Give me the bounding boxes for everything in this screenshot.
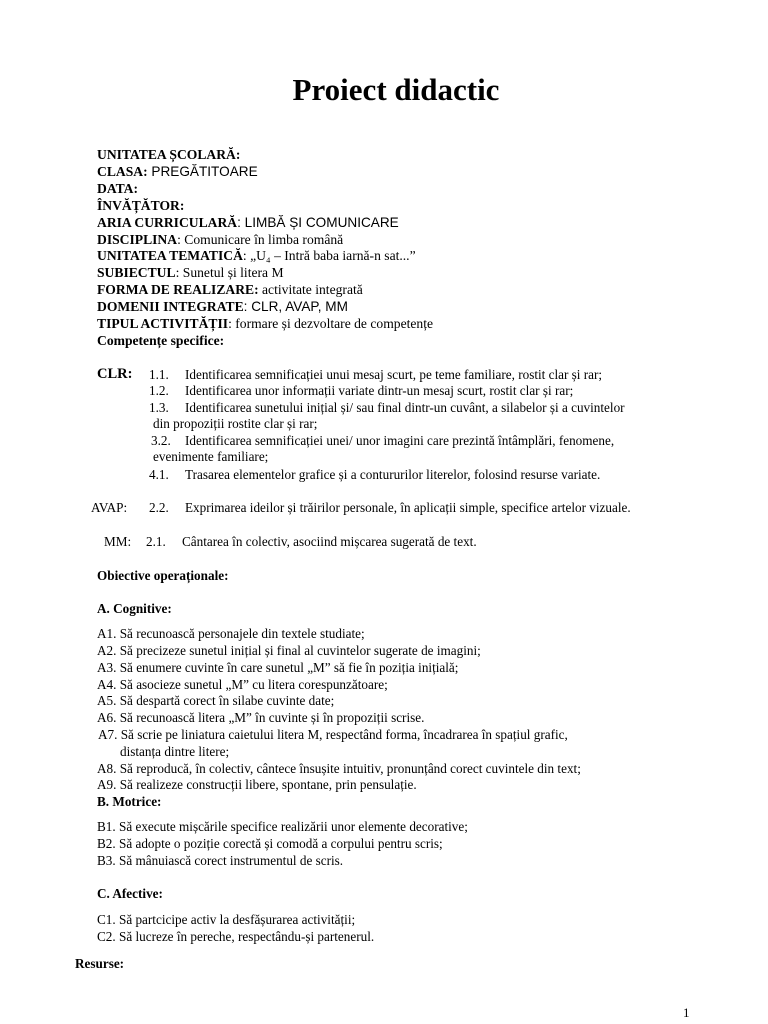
info-row: [97, 265, 433, 282]
competency-text: Exprimarea ideilor și trăirilor personale, în aplicații simple, specifice artelor vizuale.: [185, 500, 631, 515]
header-info: [97, 147, 433, 350]
objective-item: A1. Să recunoască personajele din textele studiate;: [97, 626, 365, 641]
objective-item: A4. Să asocieze sunetul „M” cu litera corespunzătoare;: [97, 677, 388, 692]
competency-item: [149, 366, 602, 383]
info-label: DATA:: [97, 180, 139, 196]
clr-label: CLR:: [97, 366, 133, 382]
avap-label: AVAP:: [91, 500, 128, 515]
competency-item: [146, 533, 477, 550]
objective-item: A3. Să enumere cuvinte în care sunetul „M” să fie în poziția inițială;: [97, 660, 459, 675]
info-label: ARIA CURRICULARĂ: [97, 214, 238, 230]
info-row: [97, 282, 433, 299]
cognitive-heading: A. Cognitive:: [97, 601, 172, 616]
afective-heading: C. Afective:: [97, 886, 163, 901]
info-label: DISCIPLINA: [97, 231, 178, 247]
competency-continuation: din propoziții rostite clar și rar;: [153, 416, 318, 431]
info-value: : formare și dezvoltare de competențe: [228, 316, 434, 332]
competency-number: 2.2.: [149, 500, 169, 515]
info-label: ÎNVĂȚĂTOR:: [97, 197, 185, 213]
competency-text: Identificarea sunetului inițial și/ sau final dintr-un cuvânt, a silabelor și a cuvintelor: [185, 400, 625, 415]
competency-number: 4.1.: [149, 467, 169, 482]
info-row: [97, 299, 433, 316]
info-value: PREGĂTITOARE: [147, 163, 258, 179]
info-label: UNITATEA ȘCOLARĂ:: [97, 147, 241, 162]
objective-item: A5. Să despartă corect în silabe cuvinte date;: [97, 693, 335, 708]
objective-item: A9. Să realizeze construcții libere, spontane, prin pensulație.: [97, 777, 417, 792]
info-label: Competențe specifice:: [97, 332, 225, 348]
competency-item: [149, 466, 600, 483]
objective-item: C2. Să lucreze în pereche, respectându-și partenerul.: [97, 929, 375, 944]
competency-number: 2.1.: [146, 534, 166, 549]
competency-number: 3.2.: [151, 433, 171, 448]
objective-item: A2. Să precizeze sunetul inițial și final al cuvintelor sugerate de imagini;: [97, 643, 481, 658]
competency-number: 1.3.: [149, 400, 169, 415]
objective-item: C1. Să partcicipe activ la desfășurarea activității;: [97, 912, 356, 927]
info-value: : „U₄ – Intră baba iarnă-n sat...”: [242, 248, 416, 264]
info-label: FORMA DE REALIZARE:: [97, 282, 259, 298]
info-value: : LIMBĂ ȘI COMUNICARE: [237, 214, 399, 230]
objective-item: A8. Să reproducă, în colectiv, cântece însușite intuitiv, pronunțând corect cuvintele din text;: [97, 761, 581, 776]
info-row: [97, 215, 433, 232]
info-row: [97, 232, 433, 249]
info-label: TIPUL ACTIVITĂȚII: [97, 316, 229, 332]
competency-item: [151, 432, 614, 449]
competency-item: [149, 499, 631, 516]
objectives-heading: Obiective operaționale:: [97, 568, 229, 583]
competency-continuation: evenimente familiare;: [153, 449, 269, 464]
info-row: [97, 333, 433, 350]
objective-item: A6. Să recunoască litera „M” în cuvinte și în propoziții scrise.: [97, 710, 425, 725]
competency-text: Identificarea unor informații variate dintr-un mesaj scurt, rostit clar și rar;: [185, 383, 574, 398]
objective-item: B3. Să mânuiască corect instrumentul de scris.: [97, 853, 344, 868]
info-value: : Sunetul și litera M: [175, 265, 284, 281]
resources-heading: Resurse:: [75, 956, 125, 971]
objective-continuation: distanța dintre litere;: [120, 744, 230, 759]
competency-text: Cântarea în colectiv, asociind mișcarea sugerată de text.: [182, 534, 477, 549]
info-row: [97, 316, 433, 333]
competency-number: 1.2.: [149, 383, 169, 398]
info-value: activitate integrată: [258, 282, 363, 298]
objective-item: B1. Să execute mișcările specifice realizării unor elemente decorative;: [97, 819, 468, 834]
info-row: [97, 198, 433, 215]
page-number: 1: [683, 1005, 690, 1020]
objective-item: A7. Să scrie pe liniatura caietului litera M, respectând forma, încadrarea în spațiul grafic,: [98, 727, 568, 742]
info-row: [97, 147, 433, 164]
info-row: [97, 164, 433, 181]
info-row: [97, 248, 433, 265]
objective-item: B2. Să adopte o poziție corectă și comodă a corpului pentru scris;: [97, 836, 443, 851]
competency-text: Identificarea semnificației unei/ unor imagini care prezintă întâmplări, fenomene,: [185, 433, 615, 448]
info-label: DOMENII INTEGRATE: [97, 299, 244, 315]
mm-label: MM:: [104, 534, 132, 549]
info-label: SUBIECTUL: [97, 265, 176, 281]
page-title: Proiect didactic: [292, 72, 500, 107]
competency-item: [149, 399, 625, 416]
motrice-heading: B. Motrice:: [97, 794, 162, 809]
competency-text: Trasarea elementelor grafice și a contururilor literelor, folosind resurse variate.: [185, 467, 601, 482]
info-value: : Comunicare în limba română: [177, 231, 344, 247]
info-label: CLASA:: [97, 163, 148, 179]
info-label: UNITATEA TEMATICĂ: [97, 248, 243, 264]
competency-text: Identificarea semnificației unui mesaj scurt, pe teme familiare, rostit clar și rar;: [185, 367, 603, 382]
competency-number: 1.1.: [149, 367, 169, 382]
competency-item: [149, 382, 573, 399]
info-row: [97, 181, 433, 198]
info-value: : CLR, AVAP, MM: [243, 299, 348, 315]
